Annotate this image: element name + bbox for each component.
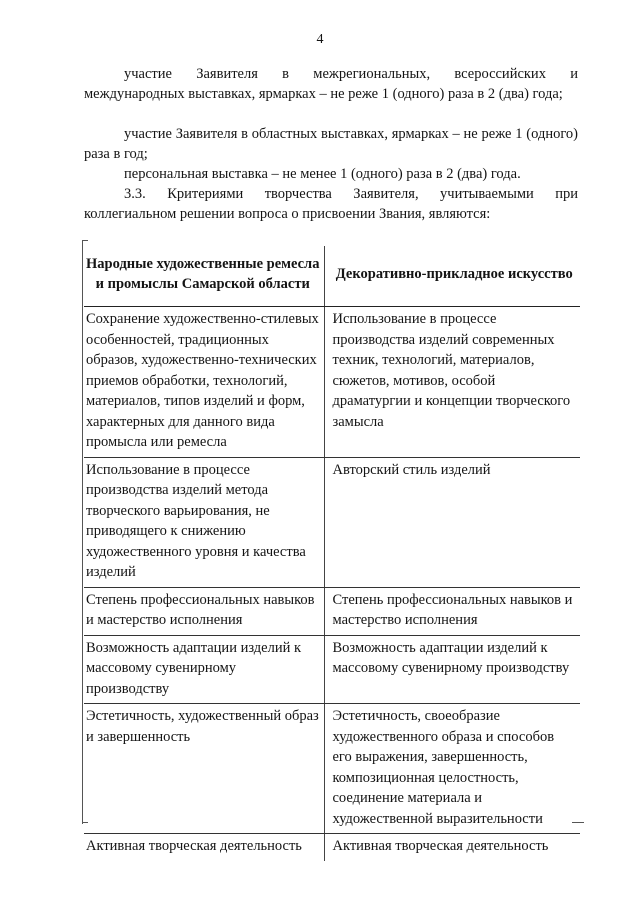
- table-cell: Использование в процессе производства изделий современных техник, технологий, материалов, сюжетов, мотивов, особой драматургии и концепции творческого замысла: [324, 307, 580, 458]
- table-cell: Активная творческая деятельность: [332, 838, 549, 854]
- table-row: [84, 834, 580, 861]
- table-row: [84, 587, 580, 635]
- paragraph-criteria-intro: 3.3. Критериями творчества Заявителя, учитываемыми при коллегиальном решении вопроса о присвоении Звания, являются:: [84, 186, 578, 222]
- table-left-rule: [82, 240, 83, 824]
- paragraph-personal-exhibition: персональная выставка – не менее 1 (одного) раза в 2 (два) года.: [124, 166, 521, 182]
- table-header-decorative-arts: Декоративно-прикладное искусство: [324, 246, 580, 307]
- table-row: [84, 307, 580, 458]
- table-header-row: [84, 246, 580, 307]
- table-cell: Возможность адаптации изделий к массовому сувенирному производству: [84, 635, 324, 704]
- table-row: [84, 704, 580, 834]
- table-cell: Степень профессиональных навыков и мастерство исполнения: [84, 587, 324, 635]
- table-cell: Эстетичность, художественный образ и завершенность: [84, 704, 324, 834]
- table-cell: Сохранение художественно-стилевых особенностей, традиционных образов, художественно-технических приемов обработки, технологий, материалов, типов изделий и форм, характерных для данного вида промысла или ремесла: [84, 307, 324, 458]
- table-cell: Возможность адаптации изделий к массовому сувенирному производству: [324, 635, 580, 704]
- paragraph-exhibitions-regional: участие Заявителя в областных выставках, ярмарках – не реже 1 (одного) раза в год;: [84, 126, 578, 162]
- table-corner-mark: [82, 240, 88, 241]
- criteria-table: [84, 246, 580, 861]
- table-cell: Степень профессиональных навыков и мастерство исполнения: [324, 587, 580, 635]
- page-number: 4: [316, 32, 324, 47]
- table-cell: Авторский стиль изделий: [324, 457, 580, 587]
- table-row: [84, 635, 580, 704]
- table-cell: Активная творческая деятельность: [84, 834, 324, 861]
- table-cell: Использование в процессе производства изделий метода творческого варьирования, не приводящего к снижению художественного уровня и качества изделий: [84, 457, 324, 587]
- table-cell: Эстетичность, своеобразие художественного образа и способов его выражения, завершенность, композиционная целостность, соединение материала и художественной выразительности: [324, 704, 580, 834]
- paragraph-exhibitions-interregional: участие Заявителя в межрегиональных, всероссийских и международных выставках, ярмарках – не реже 1 (одного) раза в 2 (два) года;: [84, 66, 578, 102]
- table-header-folk-crafts: Народные художественные ремесла и промыслы Самарской области: [84, 246, 324, 307]
- table-row: [84, 457, 580, 587]
